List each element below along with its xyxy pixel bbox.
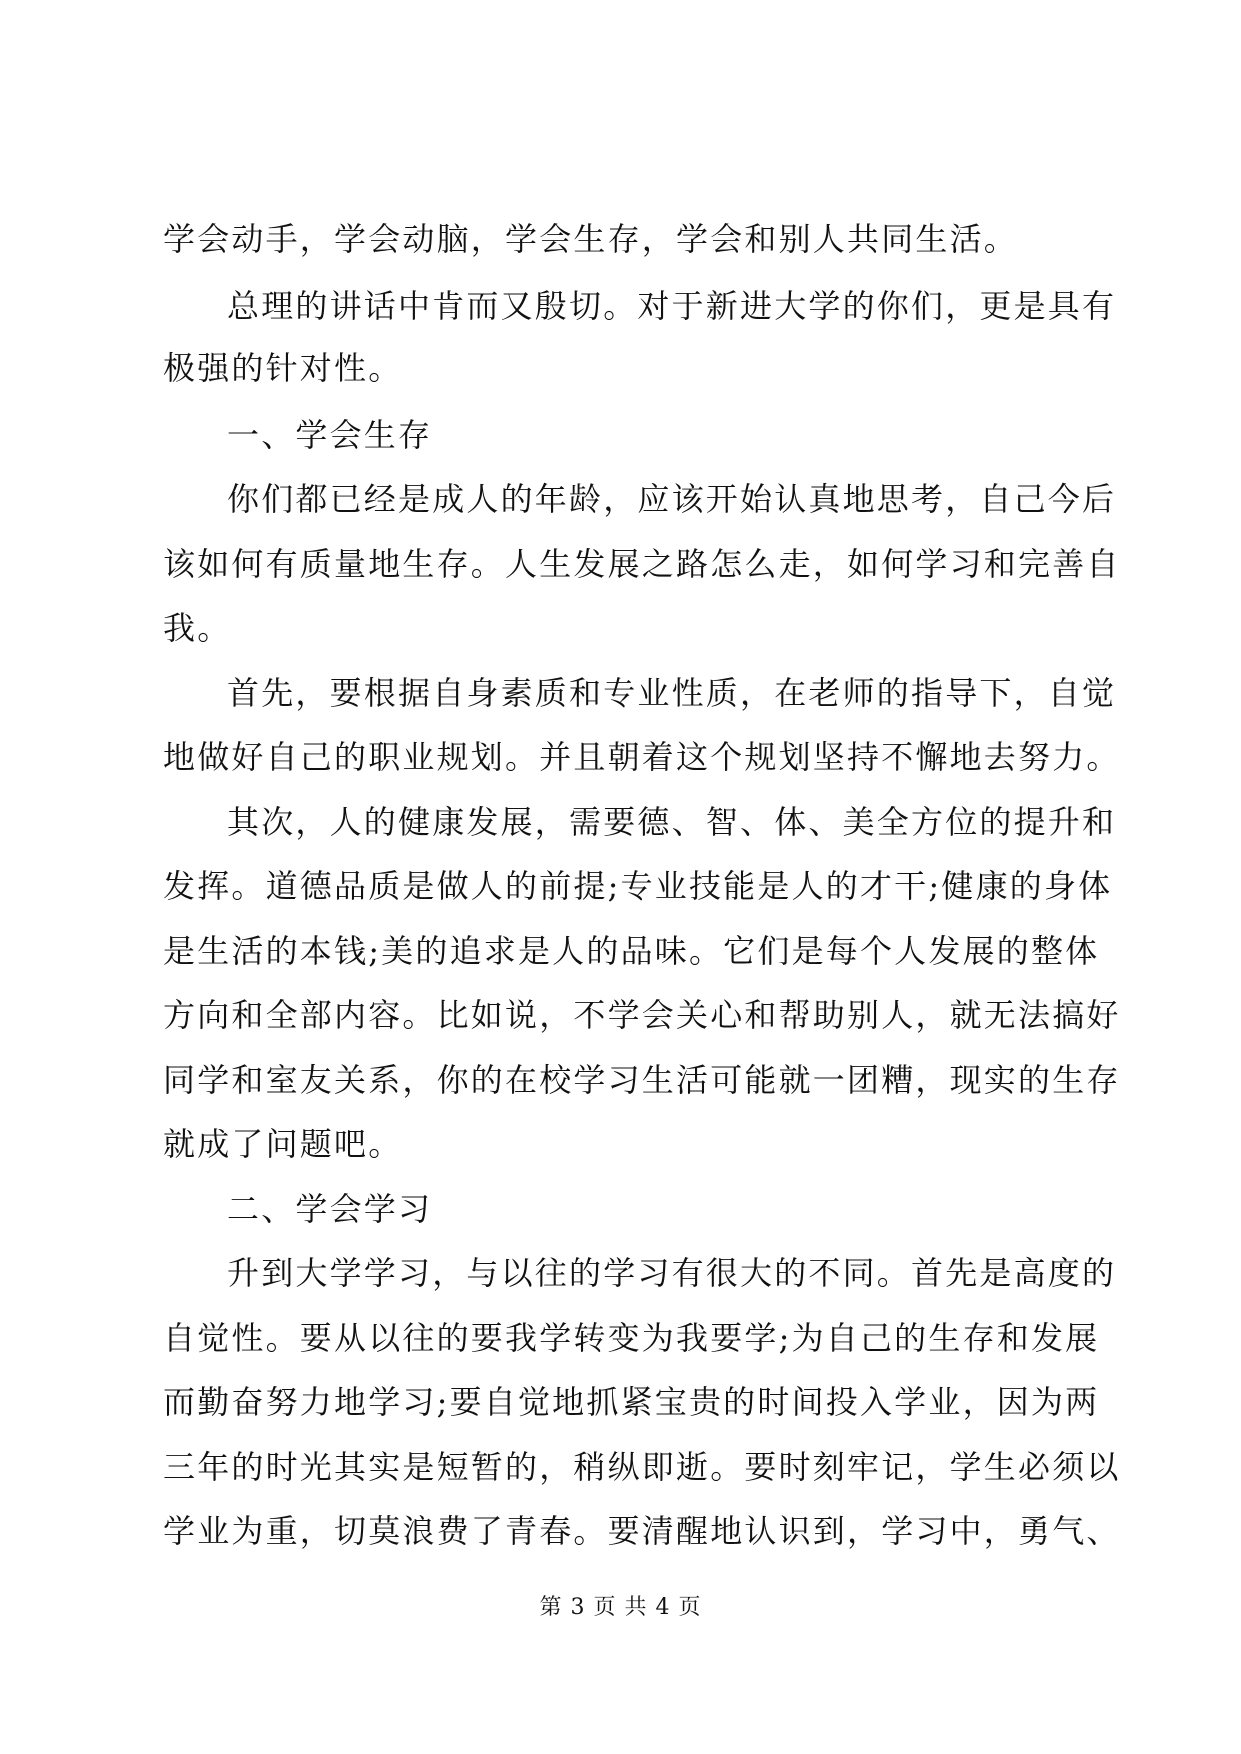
text-line: 该如何有质量地生存。人生发展之路怎么走，如何学习和完善自 [163,545,1121,583]
text-line: 学业为重，切莫浪费了青春。要清醒地认识到，学习中，勇气、 [163,1512,1121,1550]
text-line: 自觉性。要从以往的要我学转变为我要学;为自己的生存和发展 [163,1319,1100,1357]
text-line: 是生活的本钱;美的追求是人的品味。它们是每个人发展的整体 [163,932,1100,970]
section-heading: 一、学会生存 [227,416,433,454]
text-line: 你们都已经是成人的年龄，应该开始认真地思考，自己今后 [227,480,1117,518]
text-line: 学会动手，学会动脑，学会生存，学会和别人共同生活。 [163,220,1019,258]
text-line: 三年的时光其实是短暂的，稍纵即逝。要时刻牢记，学生必须以 [163,1448,1121,1486]
text-line: 而勤奋努力地学习;要自觉地抓紧宝贵的时间投入学业，因为两 [163,1383,1100,1421]
text-line: 首先，要根据自身素质和专业性质，在老师的指导下，自觉 [227,674,1117,712]
text-line: 发挥。道德品质是做人的前提;专业技能是人的才干;健康的身体 [163,867,1113,905]
text-line: 升到大学学习，与以往的学习有很大的不同。首先是高度的 [227,1254,1117,1292]
section-heading: 二、学会学习 [227,1190,433,1228]
text-line: 我。 [163,609,232,647]
text-line: 同学和室友关系，你的在校学习生活可能就一团糟，现实的生存 [163,1061,1121,1099]
text-line: 方向和全部内容。比如说，不学会关心和帮助别人，就无法搞好 [163,996,1121,1034]
text-line: 总理的讲话中肯而又殷切。对于新进大学的你们，更是具有 [227,287,1117,325]
page-number: 第 3 页 共 4 页 [539,1595,702,1620]
text-line: 其次，人的健康发展，需要德、智、体、美全方位的提升和 [227,803,1117,841]
text-line: 就成了问题吧。 [163,1125,403,1163]
text-line: 地做好自己的职业规划。并且朝着这个规划坚持不懈地去努力。 [163,738,1121,776]
text-line: 极强的针对性。 [163,349,403,387]
